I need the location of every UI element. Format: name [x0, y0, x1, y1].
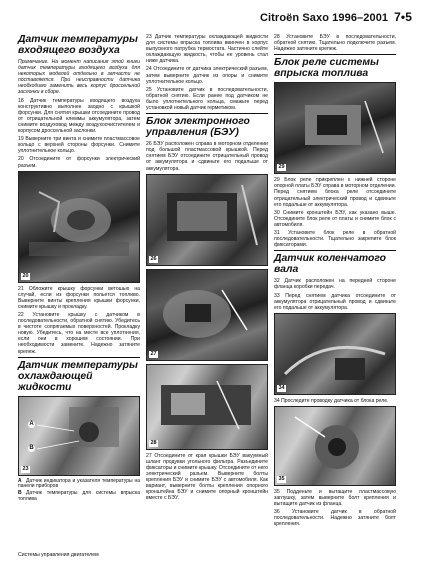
photo-shading: [147, 365, 267, 449]
figure-number: 27: [150, 350, 157, 357]
heading-relay-unit: Блок реле системы впрыска топлива: [274, 54, 396, 79]
figure-number: 35: [278, 475, 285, 482]
photo-shading: [275, 314, 395, 394]
paragraph-22: 22 Установите крышку с датчиком в последовательности, обратной снятию. Убедитесь в чистоте сопрягаемых поверхностей. Прокладку новую. Убедитесь, что на месте все уплотнения, если они в хорошем состоянии. При необходимости замените. Надежно затяните крепеж.: [18, 311, 140, 355]
photo-ecu-connector: [146, 364, 268, 450]
paragraph-29: 29 Блок реле прикреплен к нижней стороне опорной платы БЭУ справа в моторном отделении. Перед снятием блока реле отсоедините отрицательный электрический провод и сдвиньте его подальше от аккумулятора.: [274, 177, 396, 208]
photo-ecu-location: [146, 174, 268, 266]
paragraph-36: 36 Установите датчик в обратной последовательности. Надежно затяните болт крепления.: [274, 509, 396, 528]
column-3: [274, 34, 396, 529]
heading-coolant-temp-sensor: Датчик температуры охлаждающей жидкости: [18, 357, 140, 393]
heading-ecu: Блок электронного управления (БЭУ): [146, 113, 268, 138]
heading-intake-air-temp-sensor: Датчик температуры входящего воздуха: [18, 34, 138, 56]
figure-number: 34: [278, 384, 285, 391]
callout-a: A: [29, 420, 34, 427]
paragraph-23: 23 Датчик температуры охлаждающей жидкости для системы впрыска топлива ввинчен в корпус выпускного патрубка термостата. Частично слейте охлаждающую жидкость, чтобы ее уровень стал ниже датчика.: [146, 34, 268, 65]
photo-sensor-wiring: [274, 313, 396, 395]
figure-number: 29: [278, 164, 285, 171]
photo-coolant-sensors: [18, 396, 140, 476]
photo-shading: [19, 172, 139, 282]
legend-a: A Датчик индикатора и указателя температуры на панели приборов: [18, 477, 140, 490]
photo-shading: [147, 175, 267, 265]
callout-b: B: [29, 444, 34, 451]
paragraph-34: 34 Проследите проводку датчика от блока реле.: [274, 397, 389, 404]
paragraph-27: 27 Отсоедините от края крышки БЭУ вакуумный шланг продувки угольного фильтра. Разъедините фиксаторы и снимите крышку. Отсоедините от него электрический разъем. Выверните болты крепления БЭУ и снимите БЭУ с автомобиля. Как вариант, выверните болты крепления опорного кронштейна БЭУ и снимите опорный кронштейн вместе с БЭУ.: [146, 452, 268, 502]
figure-legend: [18, 479, 140, 503]
header-title: Citroën Saxo 1996–2001: [259, 12, 389, 24]
photo-shading: [19, 397, 139, 475]
figure-number: 23: [22, 465, 29, 472]
figure-number: 28: [150, 439, 157, 446]
paragraph-25: 25 Установите датчик в последовательности, обратной снятию. Если ранее под датчиком не было уплотнительного кольца, смажьте перед установкой новый датчик герметиком.: [146, 86, 268, 112]
paragraph-30: 30 Снимите кронштейн БЭУ, как указано выше. Отсоедините блок реле от платы и снимите блок с автомобиля.: [274, 209, 396, 228]
photo-ecu-cover: [146, 269, 268, 361]
page-header: [260, 10, 412, 24]
note-paragraph: Примечание. На момент написания этой книги датчик температуры входящего воздуха для некоторых моделей отдельно в запчасти не поставляется. При неисправности датчика необходимо заменить весь корпус дроссельной заслонки в сборе.: [18, 59, 140, 96]
photo-shading: [275, 83, 395, 173]
paragraph-24: 24 Отсоедините от датчика электрический разъем, затем выверните датчик из опоры и снимите уплотнительное кольцо.: [146, 66, 268, 85]
column-2: [146, 34, 268, 503]
paragraph-33: 33 Перед снятием датчика отсоедините от аккумулятора отрицательный провод и сдвиньте его подальше от аккумулятора.: [274, 292, 396, 311]
photo-injector-cover: [18, 171, 140, 283]
photo-crankshaft-sensor: [274, 406, 396, 486]
paragraph-20: 20 Отсоедините от форсунки электрический разъем.: [18, 156, 140, 169]
paragraph-31: 31 Установите блок реле в обратной последовательности. Тщательно закрепите блок фиксаторами.: [274, 230, 396, 249]
figure-number: 20: [22, 272, 29, 279]
heading-crankshaft-sensor: Датчик коленчатого вала: [274, 250, 396, 275]
photo-shading: [147, 270, 267, 360]
page-footer: Системы управления двигателем: [18, 552, 99, 558]
photo-relay-unit: [274, 82, 396, 174]
page-number: 7•5: [394, 10, 412, 24]
legend-b: B Датчик температуры для системы впрыска топлива: [18, 490, 140, 503]
paragraph-35: 35 Подденьте и вытащите пластмассовую заглушку, затем выверните болт крепления и вытащите датчик из фланца.: [274, 488, 396, 508]
paragraph-28: 28 Установите БЭУ в последовательности, обратной снятию. Тщательно подключите разъем. Надежно затяните крепеж.: [274, 34, 396, 53]
paragraph-32: 32 Датчик расположен на передней стороне фланца коробки передач.: [274, 278, 396, 291]
paragraph-19: 19 Выверните три винта и снимите пластмассовое кольцо с верхней стороны форсунки. Снимите уплотнительное кольцо.: [18, 136, 140, 155]
paragraph-18: 18 Датчик температуры входящего воздуха конструктивно выполнен заодно с крышкой форсунки. Для снятия крышки отсоедините провод от отрицательной клеммы аккумулятора, затем снимите воздуховод между воздухоочистителем и корпусом дроссельной заслонки.: [18, 97, 140, 135]
figure-number: 26: [150, 255, 157, 262]
photo-shading: [275, 407, 395, 485]
column-1: [18, 34, 140, 504]
paragraph-26: 26 БЭУ расположен справа в моторном отделении под большой пластмассовой крышкой. Перед снятием БЭУ отсоедините отрицательный провод от аккумулятора и сдвиньте его подальше от аккумулятора.: [146, 141, 268, 172]
paragraph-21: 21 Обложите крышку форсунки ветошью на случай, если из форсунки польется топливо. Выверните винты крепления крышки форсунки, снимите крышку и прокладку.: [18, 285, 140, 310]
